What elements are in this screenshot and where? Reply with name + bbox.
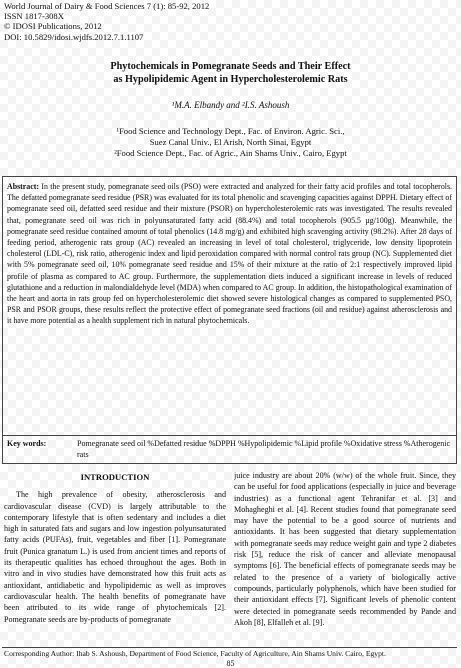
publisher: © IDOSI Publications, 2012	[4, 21, 102, 32]
keywords-box	[2, 436, 457, 464]
journal-header	[4, 1, 209, 42]
page-number: 85	[226, 659, 235, 668]
journal-citation: World Journal of Dairy & Food Sciences 7 (1): 85-92, 2012	[4, 1, 210, 11]
abstract-box	[2, 176, 457, 436]
abstract-text: In the present study, pomegranate seed oils (PSO) were extracted and analyzed for their fatty acid profiles and total tocopherols. The defatted pomegranate seed residue (PSR) was evaluated for its total phenolic and scavenging capacities against DPPH. Dietary effect of pomegranate seed oil, defatted seed residue and their mixture (PSOR) on hypercholesterolemic rats was investigated. The results revealed that, pomegranate seed oil was rich in polyunsaturated fatty acid (88.4%) and total tocopherols (905.5 µg/100g). Meanwhile, the pomegranate seed residue contained amount of total phenolics (14.8 mg/g) and exhibited high scavenging activity (98.2%). After 28 days of feeding period, atherogenic rats group (AC) revealed an increasing in level of total cholesterol, triglyceride, low density lipoprotein cholesterol (LDL-C), risk ratio, atherogenic index and lipid peroxidation compared with normal control rats group (NC). Supplemented diet with 5% pomegranate seed oil, 10% pomegranate seed residue and 15% of their mixture at the ratio of 2:1 respectively improved lipid profile of plasma as compared to AC group. Furthermore, the supplementation diets induced a significant increase in levels of reduced glutathione and a reduction in malondialdehyde level (MDA) when compared to AC group. In addition, the histopathological examination of the heart and aorta in rats group fed on hypercholesterolemic diet showed severe histological changes as compared to supplemented PSO, PSR and PSOR groups, these results reflect the protective effect of pomegranate seed fractions (oil and residue) against atherosclerosis and it have more potential as a health supplement rich in natural phytochemicals.	[7, 182, 452, 326]
footer-divider	[2, 647, 457, 648]
introduction-left-text: The high prevalence of obesity, atherosclerosis and cardiovascular disease (CVD) is largely attributable to the contemporary lifestyle that is often sedentary and includes a diet high in saturated fats and sugars and low ingestion polyunsaturated fatty acids (PUFAs), fruit, vegetables and fiber [1]. Pomegranate fruit (Punica granatum L.) is used from ancient times and reports of its therapeutic qualities has echoed throughout the ages. Both in vitro and in vivo studies have demonstrated how this fruit acts as antioxidant, antidiabetic and hypolipidemic as well as improves cardiovascular health. The health benefits of pomegranate have been attributed to its wide range of phytochemicals [2]. Pomegranate seeds are by-products of pomegranate	[4, 490, 226, 624]
doi: DOI: 10.5829/idosi.wjdfs.2012.7.1.1107	[4, 31, 144, 42]
keywords-text: Pomegranate seed oil %Defatted residue %DPPH %Hypolipidemic %Lipid profile %Oxidative stress %Atherogenic rats	[77, 439, 451, 459]
left-column	[4, 470, 226, 648]
introduction-heading: INTRODUCTION	[80, 472, 150, 482]
affiliation-line: ¹Food Science and Technology Dept., Fac. of Environ. Agric. Sci.,	[116, 126, 345, 136]
affiliations	[0, 126, 461, 160]
right-column	[234, 470, 456, 648]
keywords-label: Key words:	[7, 439, 47, 448]
introduction-right-text: juice industry are about 20% (w/w) of the whole fruit. Since, they can be useful for food applications (especially in juice and beverage industries) as a functional agent Tehranifar et al. [3] and Mohagheghi et al. [4]. Recent studies found that pomegranate seed may have the potential to be a good source of nutrients and antioxidants. It has been suggested that dietary supplementation with pomegranate seeds may reduce weight gain and type 2 diabetes risk [5], reduce the risk of cancer and alleviate menopausal symptoms [6]. The beneficial effects of pomegranate seeds may be related to the presence of a variety of biologically active compounds, particularly polyphenols, which have been studied for their antioxidant effects [7]. Significant levels of phenolic content were detected in pomegranate seeds recommended by Pande and Akoh [8], Elfalleh et al. [9].	[234, 471, 456, 627]
corresponding-author: Corresponding Author: Ihab S. Ashoush, Department of Food Science, Faculty of Agriculture, Ain Shams Univ. Cairo, Egypt.	[4, 649, 386, 658]
abstract-label: Abstract:	[7, 182, 39, 191]
authors: ¹M.A. Elbandy and ²I.S. Ashoush	[171, 100, 290, 110]
paper-title	[0, 60, 461, 86]
affiliation-line: Suez Canal Univ., El Arish, North Sinai, Egypt	[149, 137, 312, 148]
title-line-1: Phytochemicals in Pomegranate Seeds and Their Effect	[110, 61, 351, 72]
affiliation-line: ²Food Science Dept., Fac. of Agric., Ain Shams Univ., Cairo, Egypt	[114, 148, 347, 159]
title-line-2: as Hypolipidemic Agent in Hypercholesterolemic Rats	[113, 74, 348, 85]
issn: ISSN 1817-308X	[4, 11, 64, 22]
